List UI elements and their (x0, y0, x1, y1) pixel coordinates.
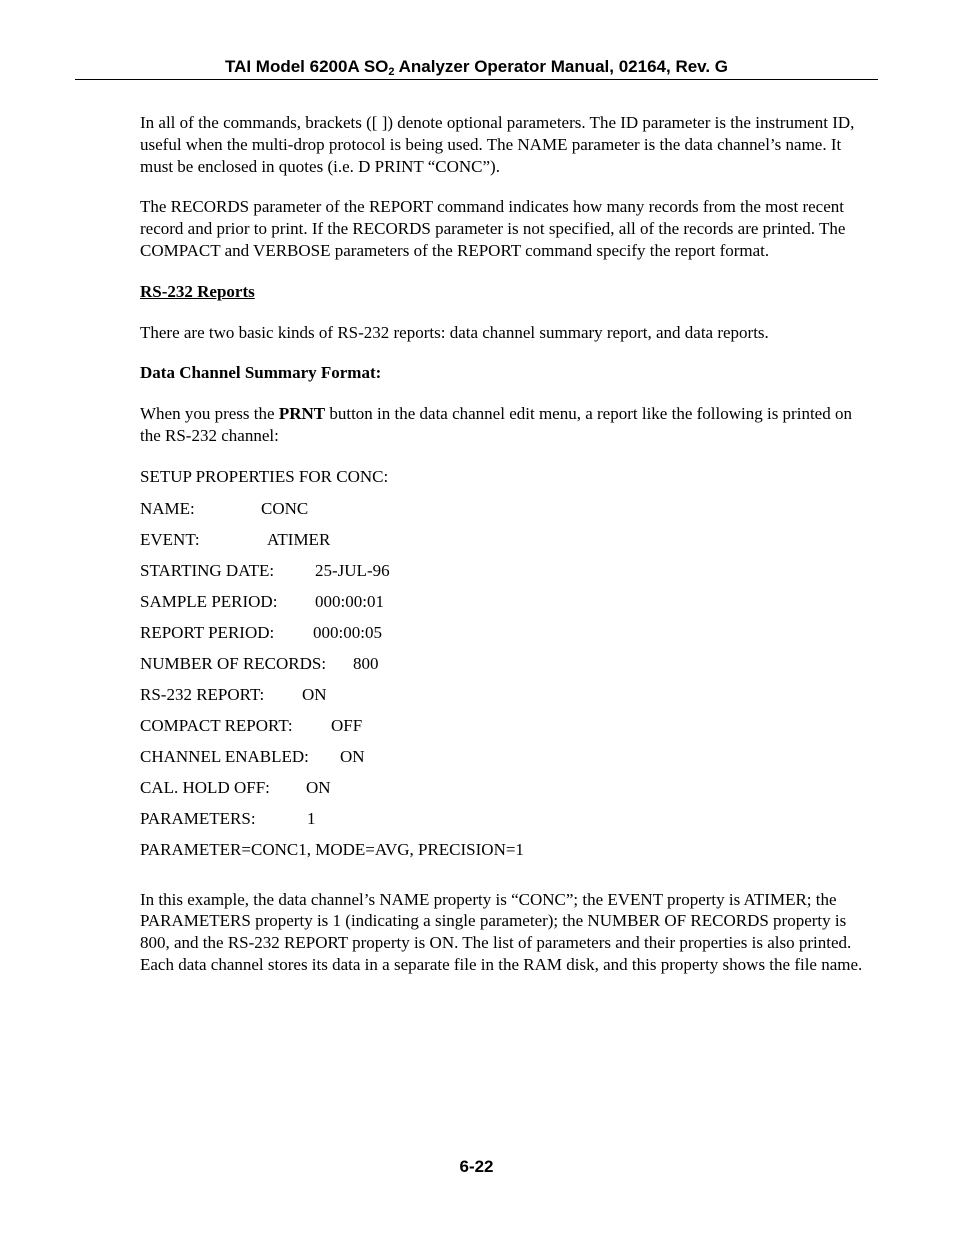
setup-property-row (140, 622, 870, 653)
paragraph-records-parameter: The RECORDS parameter of the REPORT command indicates how many records from the most recent record and prior to print. If the RECORDS parameter is not specified, all of the records are printed. The COMPACT and VERBOSE parameters of the REPORT command specify the report format. (140, 197, 846, 260)
setup-property-value: ON (306, 777, 331, 797)
setup-property-row (140, 529, 870, 560)
setup-property-key: SAMPLE PERIOD: (140, 591, 278, 611)
setup-property-key: CHANNEL ENABLED: (140, 746, 309, 766)
header-title-part1: TAI Model 6200A SO (224, 57, 389, 76)
page-header (75, 57, 878, 77)
setup-property-key: NUMBER OF RECORDS: (140, 653, 327, 673)
setup-property-value: ATIMER (267, 529, 331, 549)
setup-property-row (140, 498, 870, 529)
setup-property-value: 25-JUL-96 (315, 560, 390, 580)
setup-property-row (140, 715, 870, 746)
setup-property-row (140, 808, 870, 839)
setup-property-row (140, 653, 870, 684)
paragraph-prnt-pre: When you press the (140, 404, 279, 424)
setup-property-value: 1 (307, 808, 316, 828)
setup-property-key: STARTING DATE: (140, 560, 275, 580)
paragraph-example-explanation: In this example, the data channel’s NAME property is “CONC”; the EVENT property is ATIMER; the PARAMETERS property is 1 (indicating a single parameter); the NUMBER OF RECORDS property is 800, and the RS-232 REPORT property is ON. The list of parameters and their properties is also printed. Each data channel stores its data in a separate file in the RAM disk, and this property shows the file name. (140, 889, 863, 974)
paragraph-prnt-post: button in the data channel edit menu, a report like the following is printed on the RS-232 channel: (140, 404, 852, 445)
header-title-subscript: 2 (388, 66, 395, 78)
setup-property-row (140, 746, 870, 777)
page-body (140, 112, 870, 995)
header-rule (75, 79, 878, 80)
setup-property-value: 800 (353, 653, 379, 673)
setup-property-key: PARAMETER=CONC1, MODE=AVG, PRECISION=1 (140, 839, 524, 859)
setup-property-value: 000:00:01 (315, 591, 384, 611)
setup-property-row (140, 560, 870, 591)
setup-property-value: ON (340, 746, 365, 766)
setup-property-row (140, 591, 870, 622)
setup-property-value: 000:00:05 (313, 622, 382, 642)
setup-parameter-line (140, 839, 870, 870)
setup-property-key: RS-232 REPORT: (140, 684, 265, 704)
prnt-keyword: PRNT (278, 404, 326, 424)
page-number: 6-22 (459, 1157, 494, 1176)
setup-property-key: EVENT: (140, 529, 200, 549)
paragraph-report-kinds: There are two basic kinds of RS-232 reports: data channel summary report, and data reports. (140, 322, 769, 342)
setup-property-value: CONC (261, 498, 309, 518)
setup-properties-title: SETUP PROPERTIES FOR CONC: (140, 466, 389, 486)
header-title-part2: Analyzer Operator Manual, 02164, Rev. G (394, 57, 729, 76)
setup-property-key: CAL. HOLD OFF: (140, 777, 270, 797)
setup-property-value: ON (302, 684, 327, 704)
subheading-summary-format: Data Channel Summary Format: (140, 363, 382, 383)
setup-property-key: PARAMETERS: (140, 808, 256, 828)
setup-property-row (140, 684, 870, 715)
section-heading-rs232-reports: RS-232 Reports (140, 281, 255, 301)
paragraph-prnt-button (140, 403, 870, 447)
setup-property-key: NAME: (140, 498, 195, 518)
setup-property-key: REPORT PERIOD: (140, 622, 275, 642)
setup-property-key: COMPACT REPORT: (140, 715, 293, 735)
setup-property-value: OFF (331, 715, 363, 735)
setup-property-row (140, 777, 870, 808)
paragraph-optional-parameters: In all of the commands, brackets ([ ]) denote optional parameters. The ID parameter is the instrument ID, useful when the multi-drop protocol is being used. The NAME parameter is the data channel’s name. It must be enclosed in quotes (i.e. D PRINT “CONC”). (140, 113, 855, 176)
